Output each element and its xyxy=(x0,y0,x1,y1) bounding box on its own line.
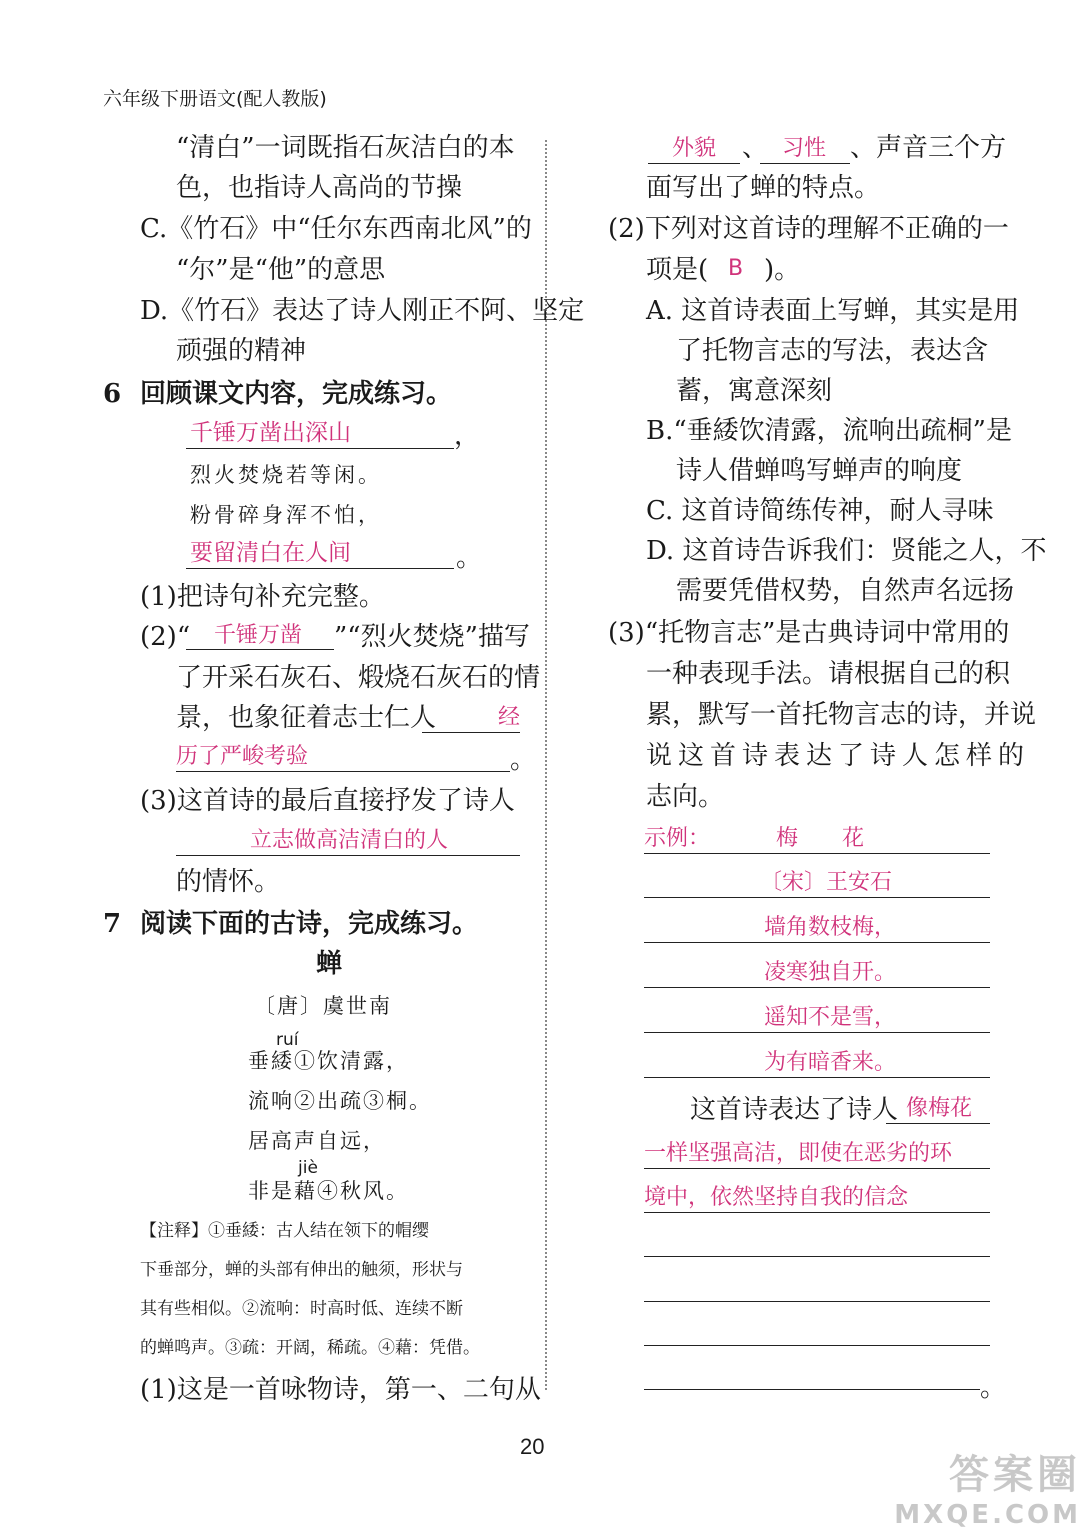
q7-title: 阅读下面的古诗，完成练习。 xyxy=(140,909,479,939)
watermark xyxy=(894,1443,1081,1530)
express-blank-1[interactable] xyxy=(886,1123,990,1124)
q5-b-line2: 色，也指诗人高尚的节操 xyxy=(176,173,463,203)
q6-poem-line-3: 粉骨碎身浑不怕， xyxy=(190,503,382,527)
q7-sub1-answer-a: 外貌 xyxy=(672,136,717,161)
q7-sub3-line4: 说这首诗表达了诗人怎样的 xyxy=(646,741,1031,771)
express-end-mark: 。 xyxy=(980,1373,1007,1403)
q7-poem-line-2: 流响②出疏③桐。 xyxy=(248,1089,432,1113)
q7-sub1-blank-a[interactable] xyxy=(648,163,740,164)
answer-line-3[interactable] xyxy=(644,942,990,943)
q5-c-line2: “尔”是“他”的意思 xyxy=(176,255,386,285)
answer-line-2[interactable] xyxy=(644,897,990,898)
q7-note-line2: 下垂部分，蝉的头部有伸出的触须，形状与 xyxy=(140,1260,463,1280)
answer-example-label: 示例： xyxy=(644,826,711,851)
q6-sub2-blank[interactable] xyxy=(186,649,334,650)
q7-sub1-line1: (1)这是一首咏物诗，第一、二句从 xyxy=(140,1375,541,1405)
q6-poem-answer-4: 要留清白在人间 xyxy=(190,540,351,566)
q6-sub2-b: ”“烈火焚烧”描写 xyxy=(334,622,530,652)
q6-blank-1[interactable] xyxy=(186,448,454,449)
watermark-line-1: 答案圈 xyxy=(949,1452,1081,1498)
q7-opt-c: C. 这首诗简练传神，耐人寻味 xyxy=(646,496,994,526)
q7-poem-author: 〔唐〕虞世南 xyxy=(254,994,392,1018)
q7-note-line1: 【注释】①垂緌：古人结在领下的帽缨 xyxy=(140,1221,429,1241)
express-answer-3: 境中，依然坚持自我的信念 xyxy=(644,1185,909,1210)
q6-sub2-a: (2)“ xyxy=(140,622,191,652)
answer-line-4[interactable] xyxy=(644,987,990,988)
q7-sub1-tail: 、声音三个方 xyxy=(850,133,1007,163)
q7-sub1-line2: 面写出了蝉的特点。 xyxy=(646,173,881,203)
express-blank-7[interactable] xyxy=(644,1389,980,1390)
q5-d-line1: D.《竹石》表达了诗人刚正不阿、坚定 xyxy=(140,296,585,326)
q6-poem-line-2: 烈火焚烧若等闲。 xyxy=(190,463,382,487)
q6-sub2-blank-2b[interactable] xyxy=(176,771,510,772)
q7-opt-a-line1: A. 这首诗表面上写蝉，其实是用 xyxy=(646,296,1020,326)
q6-sub2-line2: 了开采石灰石、煅烧石灰石的情 xyxy=(176,663,541,693)
q7-sub3-line2: 一种表现手法。请根据自己的积 xyxy=(646,659,1011,689)
q6-sub3-blank[interactable] xyxy=(176,855,520,856)
q6-sub3-answer: 立志做高洁清白的人 xyxy=(250,828,449,853)
q6-blank-4[interactable] xyxy=(186,568,454,569)
watermark-line-2: MXQE.COM xyxy=(894,1500,1081,1530)
q6-sub2-end: 。 xyxy=(510,745,537,775)
express-blank-3[interactable] xyxy=(644,1212,990,1213)
express-blank-6[interactable] xyxy=(644,1345,990,1346)
q7-sub1-sep: 、 xyxy=(742,133,769,163)
q5-c-line1: C.《竹石》中“任尔东西南北风”的 xyxy=(140,214,532,244)
q6-sub1: (1)把诗句补充完整。 xyxy=(140,582,385,612)
express-prefix: 这首诗表达了诗人 xyxy=(690,1095,899,1125)
answer-poem-line-2: 凌寒独自开。 xyxy=(764,960,897,985)
q7-note-line4: 的蝉鸣声。③疏：开阔，稀疏。④藉：凭借。 xyxy=(140,1338,480,1358)
q6-poem-punct-1: ， xyxy=(454,421,481,451)
q6-poem-punct-4: 。 xyxy=(456,543,483,573)
q6-number: 6 xyxy=(103,379,122,409)
q7-poem-line-3: 居高声自远， xyxy=(248,1129,386,1153)
q7-opt-a-line2: 了托物言志的写法，表达含 xyxy=(676,336,989,366)
express-blank-2[interactable] xyxy=(644,1168,990,1169)
q7-poem-line-1: 垂緌①饮清露， xyxy=(248,1049,409,1073)
express-answer-2: 一样坚强高洁，即使在恶劣的环 xyxy=(644,1141,953,1166)
q6-sub3-line1: (3)这首诗的最后直接抒发了诗人 xyxy=(140,786,515,816)
q7-sub1-answer-b: 习性 xyxy=(782,136,827,161)
q6-sub3-line3: 的情怀。 xyxy=(176,867,281,897)
q7-sub2-line1: (2)下列对这首诗的理解不正确的一 xyxy=(608,214,1009,244)
q7-sub3-line1: (3)“托物言志”是古典诗词中常用的 xyxy=(608,618,1010,648)
answer-line-5[interactable] xyxy=(644,1032,990,1033)
q7-number: 7 xyxy=(103,909,122,939)
q7-sub1-blank-b[interactable] xyxy=(760,163,850,164)
express-blank-5[interactable] xyxy=(644,1301,990,1302)
q6-title: 回顾课文内容，完成练习。 xyxy=(140,379,453,409)
q7-pinyin-4: jiè xyxy=(298,1158,318,1178)
answer-line-1[interactable] xyxy=(644,853,990,854)
q7-sub3-line3: 累，默写一首托物言志的诗，并说 xyxy=(646,700,1037,730)
q7-pinyin-1: ruí xyxy=(276,1030,299,1050)
answer-poem-line-1: 墙角数枝梅， xyxy=(764,915,897,940)
q7-note-line3: 其有些相似。②流响：时高时低、连续不断 xyxy=(140,1299,463,1319)
q6-sub2-blank-2a[interactable] xyxy=(422,732,520,733)
q7-opt-a-line3: 蓄，寓意深刻 xyxy=(676,376,833,406)
q7-sub2-line2b: )。 xyxy=(764,255,801,285)
answer-poem-title: 梅 花 xyxy=(776,826,865,851)
answer-poem-author: 〔宋〕王安石 xyxy=(760,870,893,895)
q7-sub2-answer: B xyxy=(728,256,744,281)
page-number: 20 xyxy=(520,1434,545,1459)
q7-opt-b-line1: B.“垂緌饮清露，流响出疏桐”是 xyxy=(646,416,1012,446)
express-answer-1: 像梅花 xyxy=(906,1096,973,1121)
q7-poem-title: 蝉 xyxy=(316,949,343,979)
express-blank-4[interactable] xyxy=(644,1256,990,1257)
answer-poem-line-3: 遥知不是雪， xyxy=(764,1005,897,1030)
q6-sub2-line3: 景，也象征着志士仁人 xyxy=(176,703,437,733)
q7-opt-d-line2: 需要凭借权势，自然声名远扬 xyxy=(676,576,1015,606)
answer-line-6[interactable] xyxy=(644,1077,990,1078)
q6-sub2-answer-2a: 经 xyxy=(498,705,521,730)
q6-poem-answer-1: 千锤万凿出深山 xyxy=(190,420,351,446)
q7-sub3-line5: 志向。 xyxy=(646,782,725,812)
q6-sub2-answer-2b: 历了严峻考验 xyxy=(176,744,309,769)
q7-poem-line-4: 非是藉④秋风。 xyxy=(248,1179,409,1203)
q7-opt-d-line1: D. 这首诗告诉我们：贤能之人，不 xyxy=(646,536,1047,566)
q7-opt-b-line2: 诗人借蝉鸣写蝉声的响度 xyxy=(676,456,963,486)
q6-sub2-answer: 千锤万凿 xyxy=(214,623,303,648)
answer-poem-line-4: 为有暗香来。 xyxy=(764,1050,897,1075)
q5-d-line2: 顽强的精神 xyxy=(176,336,307,366)
q5-b-line1: “清白”一词既指石灰洁白的本 xyxy=(176,133,515,163)
q7-sub2-line2a: 项是( xyxy=(646,255,709,285)
page-header: 六年级下册语文(配人教版) xyxy=(103,88,327,110)
